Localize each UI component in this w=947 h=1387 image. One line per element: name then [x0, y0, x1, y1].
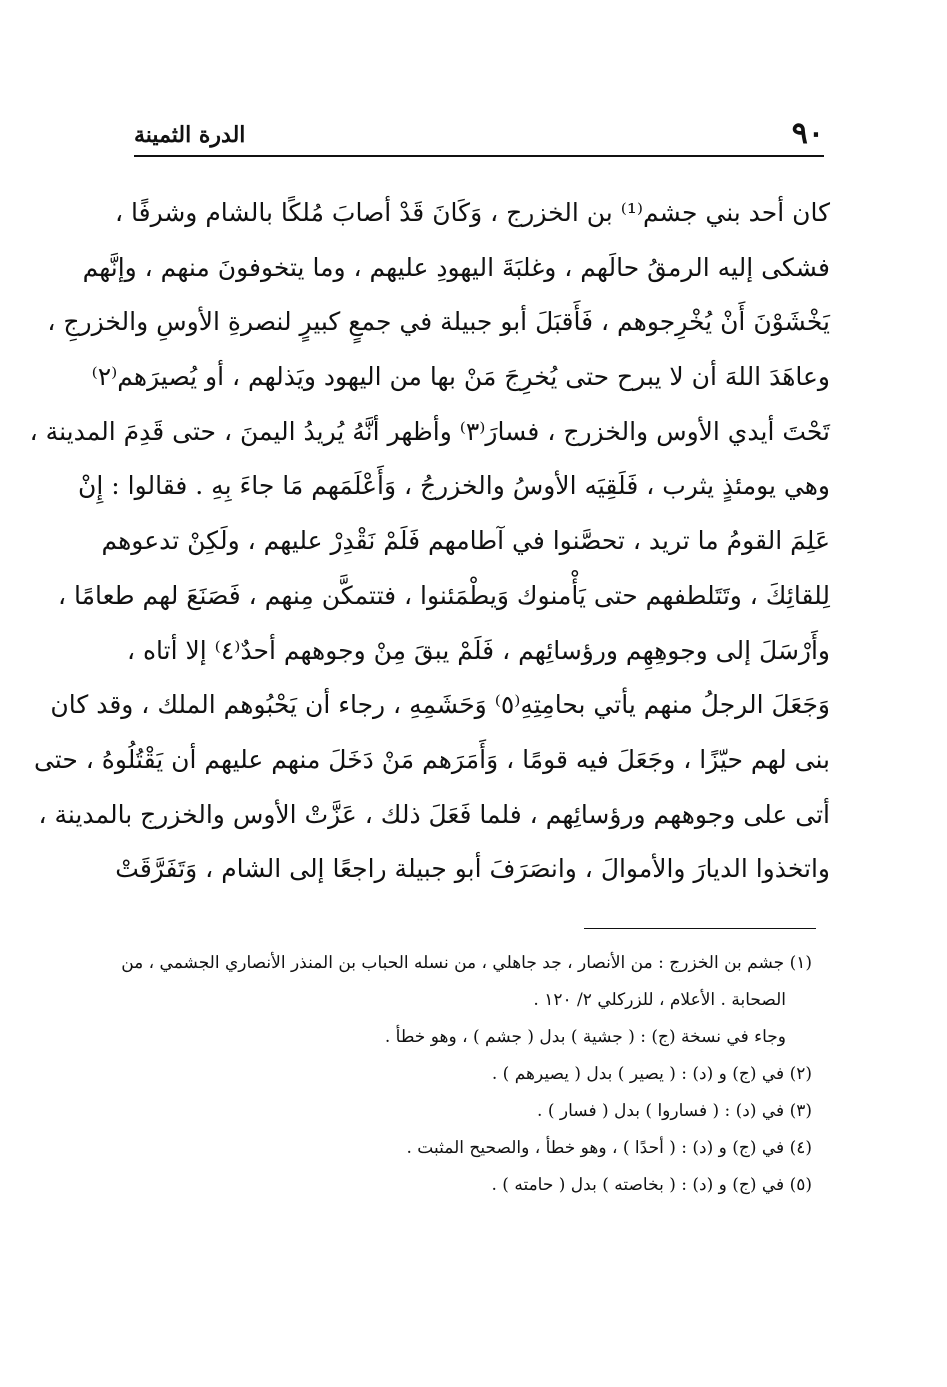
footnote-line: (٥) في (ج) و (د) : ( بخاصته ) بدل ( حامته ) .	[491, 1175, 812, 1195]
text-line: واتخذوا الديارَ والأموالَ ، وانصَرَفَ أبو جبيلة راجعًا إلى الشام ، وَتَفَرَّقَتْ	[115, 854, 830, 884]
footnote-line: (٣) في (د) : ( فساروا ) بدل ( فسار ) .	[537, 1101, 812, 1121]
text-line: وهي يومئذٍ يثرب ، فَلَقِيَه الأوسُ والخزرجُ ، وَأَعْلَمَهم مَا جاءَ بِهِ . فقالوا : إِنْ	[78, 471, 830, 501]
running-title: الدرة الثمينة	[134, 122, 246, 148]
text-line: أتى على وجوههم ورؤسائِهم ، فلما فَعَلَ ذلك ، عَزَّتْ الأوس والخزرج بالمدينة ،	[38, 799, 830, 829]
text-line: عَلِمَ القومُ ما تريد ، تحصَّنوا في آطامهم فَلَمْ نَقْدِرْ عليهم ، ولَكِنْ تدعوهم	[101, 526, 830, 556]
page-header	[134, 114, 824, 156]
footnotes	[120, 945, 812, 1204]
header-divider	[134, 155, 824, 157]
text-line: فشكى إليه الرمقُ حالَهم ، وغلبَةَ اليهودِ عليهم ، وما يتخوفونَ منهم ، وإنَّهم	[82, 252, 830, 282]
text-line: لِلقائِكَ ، وتَتَلطفهم حتى يَأْمنوك وَيطْمَئنوا ، فتتمكَّن مِنهم ، فَصَنَعَ لهم طعامًا ،	[57, 580, 830, 610]
footnote-line: (١) جشم بن الخزرج : من الأنصار ، جد جاهلي ، من نسله الحباب بن المنذر الأنصاري الجشمي ، من	[121, 953, 812, 973]
footnote-line: الصحابة . الأعلام ، للزركلي ٢/ ١٢٠ .	[533, 990, 786, 1010]
text-line: وأَرْسَلَ إلى وجوهِهِم ورؤسائِهم ، فَلَمْ يبقَ مِنْ وجوههم أحدٌ⁽٤⁾ إلا أتاه ،	[126, 635, 830, 665]
text-line: تَحْتَ أيدي الأوس والخزرج ، فسارَ⁽٣⁾ وأظهر أنَّهُ يُريدُ اليمنَ ، حتى قَدِمَ المدينة ،	[29, 416, 830, 446]
page-number: ٩٠	[791, 116, 824, 151]
footnote-line: (٤) في (ج) و (د) : ( أحدًا ) ، وهو خطأ ، والصحيح المثبت .	[406, 1138, 812, 1158]
text-line: كان أحد بني جشم⁽¹⁾ بن الخزرج ، وَكَانَ قَدْ أصابَ مُلكًا بالشام وشرفًا ،	[114, 198, 830, 227]
text-line: وعاهَدَ اللهَ أن لا يبرح حتى يُخرِجَ مَنْ بها من اليهود ويَذلهم ، أو يُصيرَهم⁽٢⁾	[91, 362, 830, 392]
footnote-divider	[584, 928, 816, 929]
text-line: وَجَعَلَ الرجلُ منهم يأتي بحامِتِهِ⁽٥⁾ وَحَشَمِهِ ، رجاء أن يَحْبُوهم الملك ، وقد كان	[50, 690, 830, 720]
footnote-line: (٢) في (ج) و (د) : ( يصير ) بدل ( يصيرهم ) .	[491, 1064, 812, 1084]
text-line: بنى لهم حيّزًا ، وجَعَلَ فيه قومًا ، وَأَمَرَهم مَنْ دَخَلَ منهم عليهم أن يَقْتُلُوهُ ، حتى	[33, 744, 830, 774]
main-text	[29, 186, 830, 897]
footnote-line: وجاء في نسخة (ج) : ( جشية ) بدل ( جشم ) ، وهو خطأ .	[384, 1027, 786, 1047]
text-line: يَخْشَوْنَ أَنْ يُخْرِجوهم ، فَأَقبَلَ أبو جبيلة في جمعٍ كبيرٍ لنصرةِ الأوسِ والخزرجِ ،	[47, 307, 830, 337]
